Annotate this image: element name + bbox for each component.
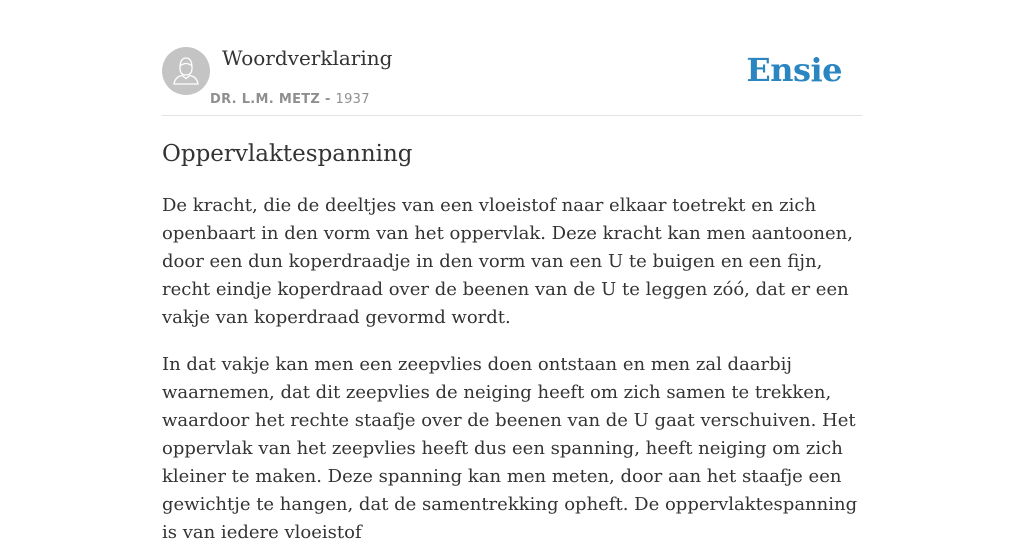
article-header <box>162 0 862 116</box>
article-paragraph: De kracht, die de deeltjes van een vloeistof naar elkaar toetrekt en zich openbaart in den vorm van het oppervlak. Deze kracht kan men aantoonen, door een dun koperdraadje in den vorm van een U te buigen en een fijn, recht eindje koperdraad over de beenen van de U te leggen zóó, dat er een vakje van koperdraad gevormd wordt. <box>162 195 853 328</box>
article-category[interactable]: Woordverklaring <box>222 46 393 70</box>
page-container <box>162 0 862 543</box>
author-byline[interactable] <box>210 92 370 108</box>
author-name[interactable]: DR. L.M. METZ <box>210 92 321 107</box>
author-avatar[interactable] <box>162 47 210 95</box>
ensie-logo[interactable]: Ensie <box>746 51 842 89</box>
byline-separator: - <box>324 92 331 107</box>
article-paragraph: In dat vakje kan men een zeepvlies doen ontstaan en men zal daarbij waarnemen, dat dit zeepvlies de neiging heeft om zich samen te trekken, waardoor het rechte staafje over de beenen van de U gaat verschuiven. Het oppervlak van het zeepvlies heeft dus een spanning, heeft neiging om zich kleiner te maken. Deze spanning kan men meten, door aan het staafje een gewichtje te hangen, dat de samentrekking opheft. De oppervlaktespanning is van iedere vloeistof <box>162 354 858 543</box>
publication-year: 1937 <box>335 92 370 107</box>
article-title: Oppervlaktespanning <box>162 141 413 167</box>
user-silhouette-icon <box>162 47 210 95</box>
